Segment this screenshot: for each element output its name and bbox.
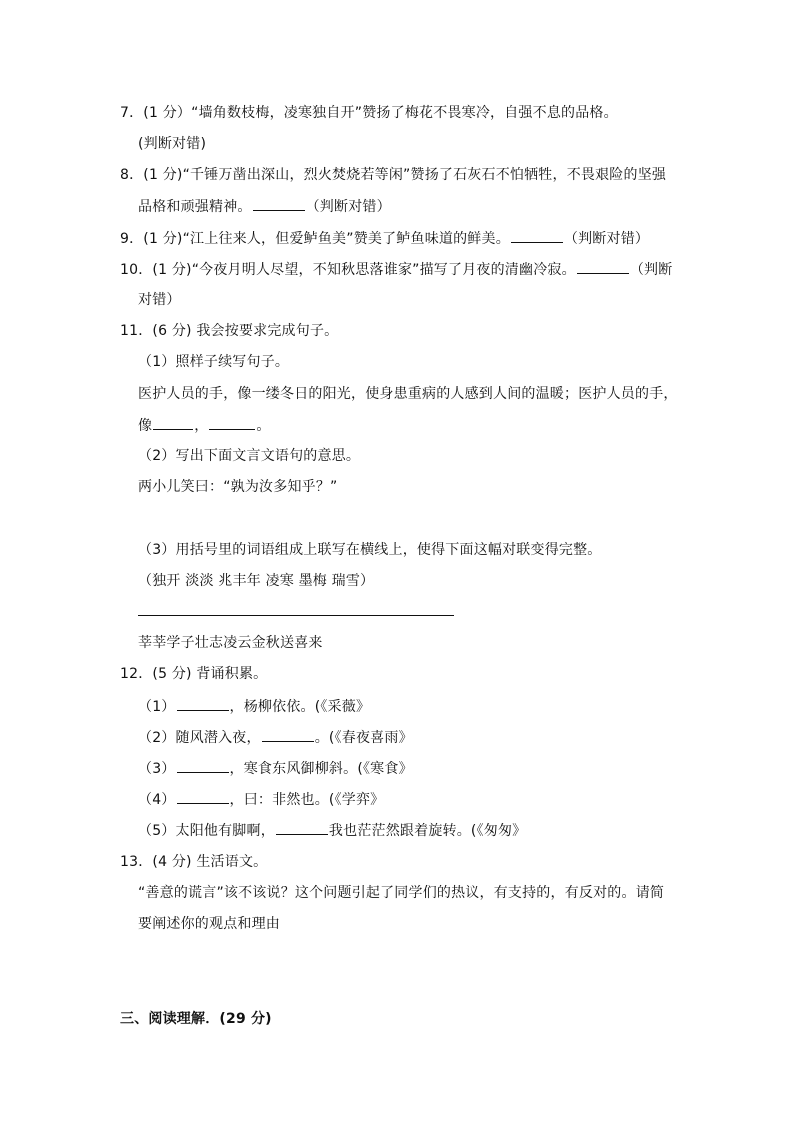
q12-item-3-pre: （3） xyxy=(138,761,176,777)
q12-item-5-blank[interactable] xyxy=(276,820,328,835)
q8-judge-label: （判断对错） xyxy=(305,199,391,215)
q11-part2-text: 两小儿笑曰：“孰为汝多知乎？” xyxy=(138,479,338,495)
q11-answer-blank-1[interactable] xyxy=(153,415,193,430)
q7-line2: (判断对错) xyxy=(138,136,207,152)
q12-item-5 xyxy=(138,820,526,841)
q12-item-5-pre: （5）太阳他有脚啊， xyxy=(138,823,275,839)
q12-item-2-pre: （2）随风潜入夜， xyxy=(138,730,261,746)
q10-judge-label: （判断 xyxy=(629,262,673,278)
q12-item-3-blank[interactable] xyxy=(177,758,229,773)
q8-line1: 8．(1 分)“千锤万凿出深山，烈火焚烧若等闲”赞扬了石灰石不怕牺牲，不畏艰险的坚强 xyxy=(120,167,667,183)
q12-item-1-blank[interactable] xyxy=(177,696,229,711)
q9-answer-blank[interactable] xyxy=(511,228,563,243)
q9-text: 9．(1 分)“江上往来人，但爱鲈鱼美”赞美了鲈鱼味道的鲜美。 xyxy=(120,231,510,247)
q11-like-word: 像 xyxy=(138,418,153,434)
q11-answer-blank-2[interactable] xyxy=(209,415,255,430)
q10-line2: 对错） xyxy=(138,292,181,308)
q13-text-line2: 要阐述你的观点和理由 xyxy=(138,916,280,932)
q12-item-2-blank[interactable] xyxy=(262,727,314,742)
q13-title: 13．(4 分) 生活语文。 xyxy=(120,854,268,870)
q12-item-4-pre: （4） xyxy=(138,792,176,808)
q12-title: 12．(5 分) 背诵积累。 xyxy=(120,666,268,682)
q9-judge-label: （判断对错） xyxy=(563,231,650,247)
q11-part1-title: （1）照样子续写句子。 xyxy=(138,354,290,370)
q11-part3-title: （3）用括号里的词语组成上联写在横线上，使得下面这幅对联变得完整。 xyxy=(138,542,602,558)
q11-period: 。 xyxy=(256,418,271,434)
q8-answer-blank[interactable] xyxy=(253,196,305,211)
q12-item-5-post: 我也茫茫然跟着旋转。(《匆匆》 xyxy=(328,823,527,839)
q11-part1-answer xyxy=(138,415,271,436)
q11-title: 11．(6 分) 我会按要求完成句子。 xyxy=(120,323,339,339)
q8-line2-text: 品格和顽强精神。 xyxy=(138,199,252,215)
q10-answer-blank[interactable] xyxy=(577,259,629,274)
q13-text-line1: “善意的谎言”该不该说？这个问题引起了同学们的热议，有支持的，有反对的。请简 xyxy=(138,885,665,901)
q11-couplet-lower: 莘莘学子壮志凌云金秋送喜来 xyxy=(138,635,323,651)
q11-comma: ， xyxy=(194,418,209,434)
q11-part2-title: （2）写出下面文言文语句的意思。 xyxy=(138,448,361,464)
q11-couplet-answer-line[interactable] xyxy=(138,615,454,616)
q12-item-3 xyxy=(138,758,413,779)
q11-part3-words: （独开 淡淡 兆丰年 凌寒 墨梅 瑞雪） xyxy=(138,573,375,589)
q12-item-1-post: ，杨柳依依。(《采薇》 xyxy=(229,699,371,715)
q12-item-4 xyxy=(138,789,384,810)
section-3-heading: 三、阅读理解．(29 分) xyxy=(120,1011,272,1027)
q11-part1-text: 医护人员的手，像一缕冬日的阳光，使身患重病的人感到人间的温暖；医护人员的手， xyxy=(138,386,678,402)
q12-item-4-post: ，曰：非然也。(《学弈》 xyxy=(229,792,385,808)
q10-line1 xyxy=(120,259,672,280)
q12-item-1-pre: （1） xyxy=(138,699,176,715)
q12-item-2 xyxy=(138,727,413,748)
q7-line1: 7．(1 分）“墙角数枝梅，凌寒独自开”赞扬了梅花不畏寒冷，自强不息的品格。 xyxy=(120,105,618,121)
q12-item-3-post: ，寒食东风御柳斜。(《寒食》 xyxy=(229,761,413,777)
q10-text: 10．(1 分)“今夜月明人尽望，不知秋思落谁家”描写了月夜的清幽冷寂。 xyxy=(120,262,576,278)
q9-line xyxy=(120,228,649,249)
q12-item-1 xyxy=(138,696,370,717)
q12-item-2-post: 。(《春夜喜雨》 xyxy=(314,730,413,746)
q12-item-4-blank[interactable] xyxy=(177,789,229,804)
q8-line2 xyxy=(138,196,391,217)
